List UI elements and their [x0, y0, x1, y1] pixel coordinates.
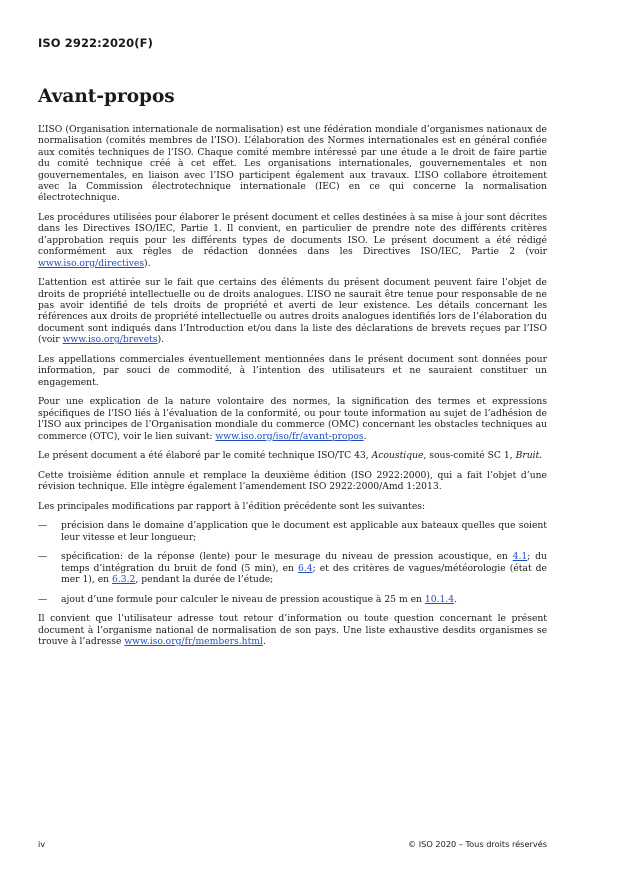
link-brevets[interactable]: www.iso.org/brevets: [62, 334, 158, 346]
page-number: iv: [38, 839, 46, 849]
list-item: [38, 594, 547, 605]
paragraph-text-mid: , sous-comité SC 1,: [423, 450, 516, 462]
paragraph-end: .: [262, 636, 266, 648]
changes-list: [38, 520, 547, 605]
list-item-text: ; du temps d’intégration du bruit de fond (5 min), en: [61, 551, 547, 574]
page-title: Avant-propos: [38, 86, 175, 107]
link-members[interactable]: www.iso.org/fr/members.html: [124, 636, 263, 648]
subcommittee-name: Bruit: [515, 450, 540, 462]
paragraph-changes-intro: Les principales modifications par rapport à l’édition précédente sont les suivantes:: [38, 500, 426, 512]
copyright-notice: © ISO 2020 – Tous droits réservés: [407, 839, 547, 849]
document-id: ISO 2922:2020(F): [38, 36, 153, 50]
paragraph-end: ).: [157, 334, 165, 346]
list-item-text: , pendant la durée de l’étude;: [135, 574, 274, 586]
list-item-text: précision dans le domaine d’application que le document est applicable aux bateaux quelles que soient leur vitesse et leur longueur;: [61, 520, 547, 543]
paragraph-text: L’attention est attirée sur le fait que certains des éléments du présent document peuvent faire l’objet de droits de propriété intellectuelle ou de droits analogues. L’ISO ne saurait être tenue pour responsable de ne pas avoir identifié de tels droits de propriété et averti de leur existence. Les détails concernant les références aux droits de propriété intellectuelle ou autres droits analogues identifiés lors de l’élaboration du document sont indiqués dans l’Introduction et/ou dans la liste des déclarations de brevets reçues par l’ISO (voir: [38, 277, 547, 346]
paragraph-procedures: [38, 212, 547, 269]
paragraph-voluntary-nature: [38, 396, 547, 442]
link-ref-10-1-4[interactable]: 10.1.4: [424, 593, 455, 605]
paragraph-end: .: [363, 430, 367, 442]
dash-bullet: —: [38, 551, 48, 563]
paragraph-feedback: [38, 613, 547, 647]
link-directives[interactable]: www.iso.org/directives: [38, 257, 145, 269]
paragraph-end: .: [539, 450, 543, 462]
paragraph-trade-names: Les appellations commerciales éventuellement mentionnées dans le présent document sont données pour information, par souci de commodité, à l’intention des utilisateurs et ne sauraient constituer un engagement.: [38, 353, 547, 388]
page-footer: [38, 839, 547, 849]
paragraph-patents: [38, 277, 547, 345]
list-item-text: .: [454, 593, 458, 605]
paragraph-text: Les procédures utilisées pour élaborer le présent document et celles destinées à sa mise à jour sont décrites dans les Directives ISO/IEC, Partie 1. Il convient, en particulier de prendre note des différents critères d’approbation requis pour les différents types de documents ISO. Le présent document a été rédigé conformément aux règles de rédaction données dans les Directives ISO/IEC, Partie 2 (voir: [38, 212, 547, 258]
committee-name: Acoustique: [371, 450, 424, 462]
paragraph-text: Pour une explication de la nature volontaire des normes, la signification des termes et expressions spécifiques de l’ISO liés à l’évaluation de la conformité, ou pour toute information au sujet de l’adhésion de l’ISO aux principes de l’Organisation mondiale du commerce (OMC) concernant les obstacles techniques au commerce (OTC), voir le lien suivant:: [38, 396, 547, 442]
dash-bullet: —: [38, 593, 48, 605]
paragraph-end: ).: [144, 257, 151, 269]
paragraph-text: Le présent document a été élaboré par le comité technique ISO/TC 43,: [38, 450, 372, 462]
list-item: [38, 520, 547, 543]
link-ref-6-3-2[interactable]: 6.3.2: [112, 574, 136, 586]
paragraph-edition: Cette troisième édition annule et remplace la deuxième édition (ISO 2922:2000), qui a fait l’objet d’une révision technique. Elle intègre également l’amendement ISO 2922:2000/Amd 1:2013.: [38, 469, 547, 493]
list-item-text: ; et des critères de vagues/météorologie (état de mer 1), en: [61, 562, 547, 586]
body-text: [38, 124, 547, 656]
list-item-text: spécification: de la réponse (lente) pour le mesurage du niveau de pression acoustique, en: [61, 551, 513, 563]
paragraph-iso-intro: L’ISO (Organisation internationale de normalisation) est une fédération mondiale d’organismes nationaux de normalisation (comités membres de l’ISO). L’élaboration des Normes internationales est en général confiée aux comités techniques de l’ISO. Chaque comité membre intéressé par une étude a le droit de faire partie du comité technique créé à cet effet. Les organisations internationales, gouvernementales et non gouvernementales, en liaison avec l’ISO participent également aux travaux. L’ISO collabore étroitement avec la Commission électrotechnique internationale (IEC) en ce qui concerne la normalisation électrotechnique.: [38, 124, 547, 204]
link-avant-propos[interactable]: www.iso.org/iso/fr/avant-propos: [215, 430, 364, 442]
link-ref-6-4[interactable]: 6.4: [297, 562, 313, 574]
link-ref-4-1[interactable]: 4.1: [512, 551, 528, 563]
paragraph-text: Il convient que l’utilisateur adresse tout retour d’information ou toute question concernant le présent document à l’organisme national de normalisation de son pays. Une liste exhaustive desdits organismes se trouve à l’adresse: [38, 613, 547, 648]
list-item-text: ajout d’une formule pour calculer le niveau de pression acoustique à 25 m en: [61, 593, 425, 605]
paragraph-committee: [38, 450, 547, 461]
list-item: [38, 551, 547, 585]
dash-bullet: —: [38, 520, 48, 532]
